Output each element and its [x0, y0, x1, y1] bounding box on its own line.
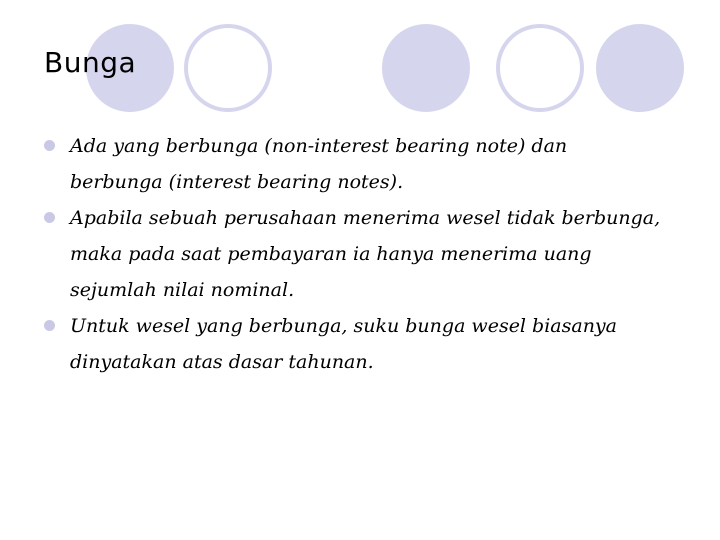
bullet-list — [44, 128, 664, 380]
decor-filled-circle-3 — [596, 24, 684, 112]
bullet-icon — [44, 212, 55, 223]
bullet-icon — [44, 140, 55, 151]
bullet-item — [44, 128, 664, 200]
bullet-text: Ada yang berbunga (non-interest bearing note) dan berbunga (interest bearing notes). — [70, 135, 568, 193]
bullet-item — [44, 200, 664, 308]
bullet-text: Untuk wesel yang berbunga, suku bunga wesel biasanya dinyatakan atas dasar tahunan. — [70, 315, 617, 373]
decor-ring-circle-2 — [498, 26, 582, 110]
bullet-item — [44, 308, 664, 380]
bullet-icon — [44, 320, 55, 331]
slide-title: Bunga — [44, 46, 137, 79]
decor-ring-circle-1 — [186, 26, 270, 110]
bullet-text: Apabila sebuah perusahaan menerima wesel tidak berbunga, maka pada saat pembayaran ia hanya menerima uang sejumlah nilai nominal. — [70, 207, 661, 301]
decor-filled-circle-2 — [382, 24, 470, 112]
